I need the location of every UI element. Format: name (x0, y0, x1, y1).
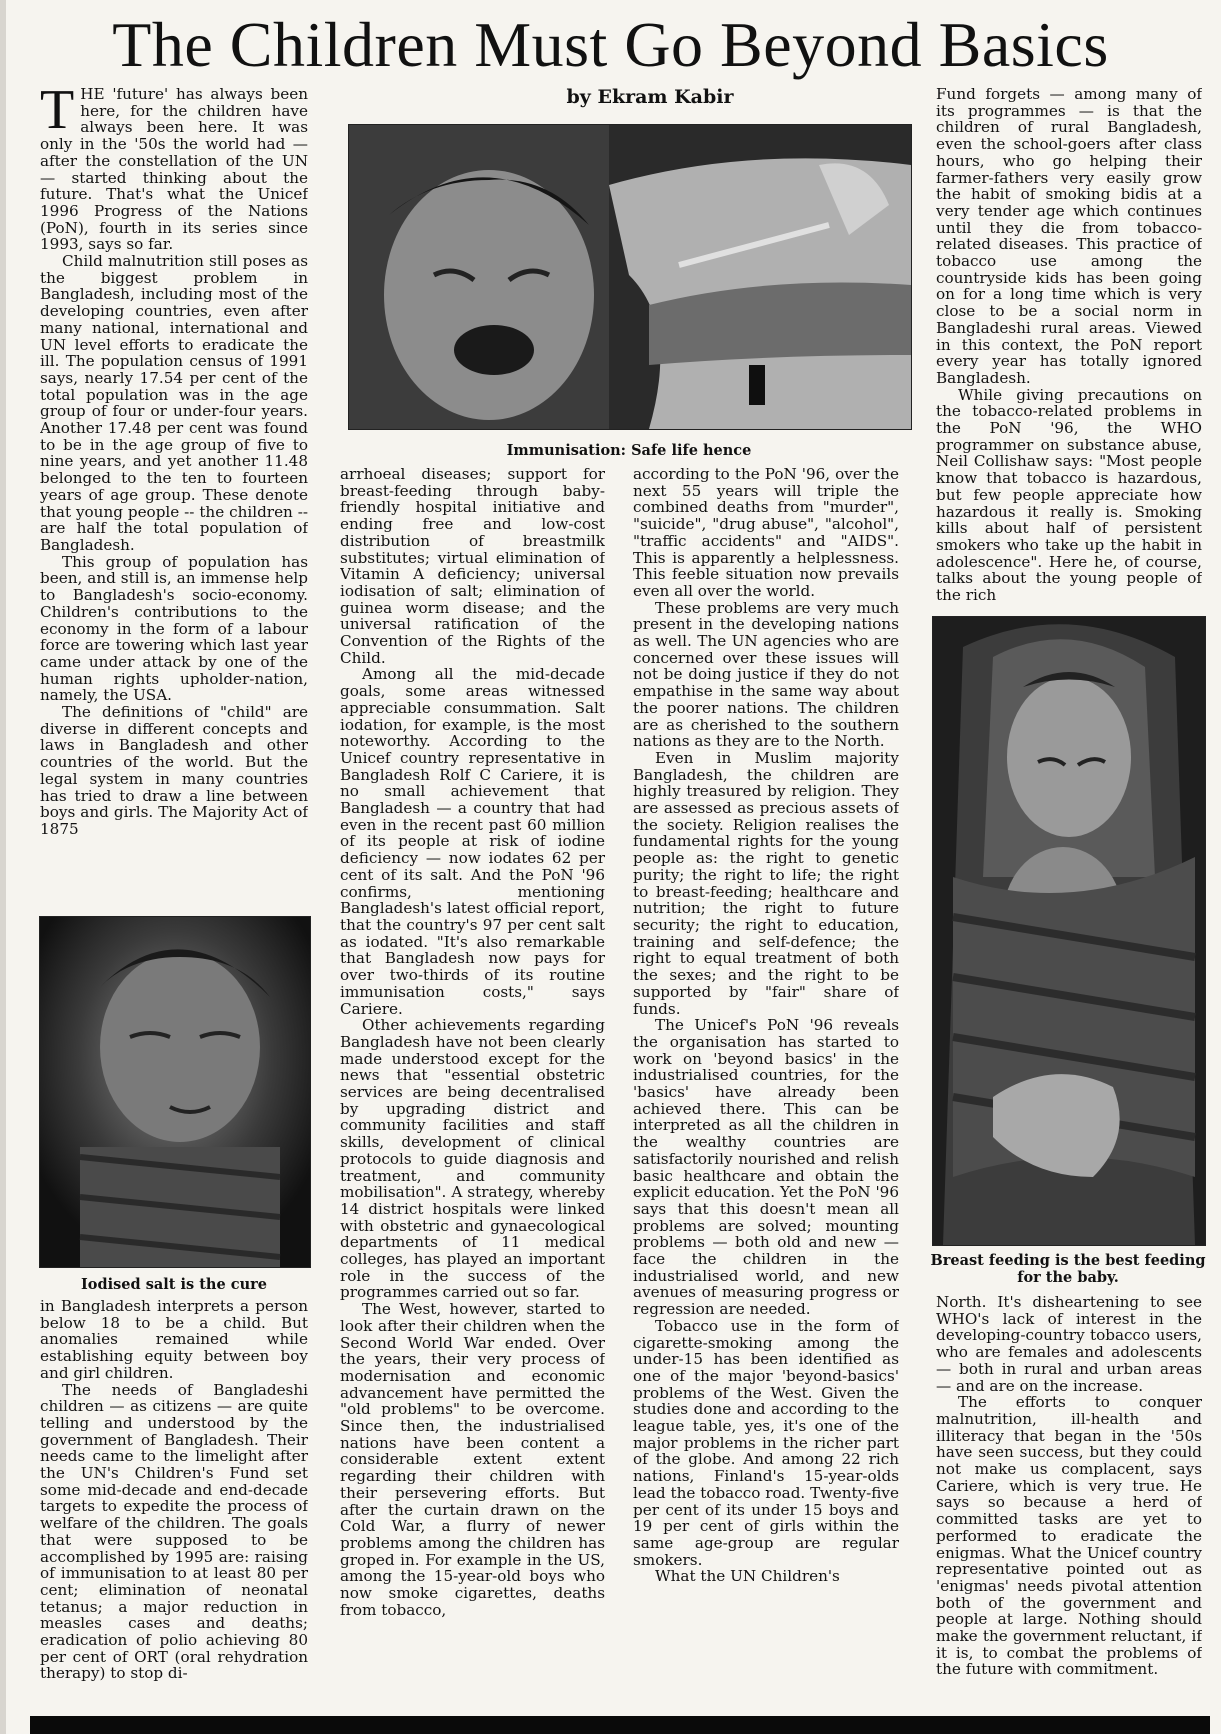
paragraph: Fund forgets — among many of its programmes — is that the children of rural Bangladesh, even the school-goers after class hours, who go helping their farmer-fathers very easily grow the habit of smoking bidis at a very tender age which continues until they die from tobacco-related diseases. This practice of tobacco use among the countryside kids has been going on for a long time which is very close to be a social norm in Bangladeshi rural areas. Viewed in this context, the PoN report every year has totally ignored Bangladesh. (936, 86, 1202, 387)
paragraph: in Bangladesh interprets a person below 18 to be a child. But anomalies remained while establishing equity between boy and girl children. (40, 1298, 308, 1382)
column-4-bottom (936, 1294, 1202, 1712)
photo-child-sleeping (39, 916, 311, 1268)
bottom-rule (30, 1716, 1210, 1734)
paragraph: These problems are very much present in the developing nations as well. The UN agencies who are concerned over these issues will not be doing justice if they do not empathise in the same way about the poorer nations. The children are as cherished to the southern nations as they are to the North. (633, 598, 899, 751)
paragraph: Tobacco use in the form of cigarette-smoking among the under-15 has been identified as one of the major 'beyond-basics' problems of the West. Given the studies done and according to the league table, yes, it's one of the major problems in the richer part of the globe. And among 22 rich nations, Finland's 15-year-olds lead the tobacco road. Twenty-five per cent of its under 15 boys and 19 per cent of girls within the same age-group are regular smokers. (633, 1316, 899, 1569)
column-1-bottom (40, 1298, 308, 1710)
page-edge-shadow (0, 0, 6, 1734)
paragraph: What the UN Children's (655, 1567, 840, 1586)
column-3 (633, 466, 899, 1716)
paragraph: arrhoeal diseases; support for breast-feeding through baby-friendly hospital initiative and ending free and low-cost distribution of breastmilk substitutes; virtual elimination of Vitamin A deficiency; universal iodisation of salt; elimination of guinea worm disease; and the universal ratification of the Convention of the Rights of the Child. (340, 466, 605, 667)
paragraph: The definitions of "child" are diverse in different concepts and laws in Bangladesh and other countries of the world. But the legal system in many countries has tried to draw a line between boys and girls. The Majority Act of 1875 (40, 703, 308, 838)
headline: The Children Must Go Beyond Basics (112, 9, 1109, 80)
paragraph: according to the PoN '96, over the next 55 years will triple the combined deaths from "murder", "suicide", "drug abuse", "alcohol", "traffic accidents" and "AIDS". This is apparently a helplessness. This feeble situation now prevails even all over the world. (633, 466, 899, 600)
caption-breast-feeding: Breast feeding is the best feeding for the baby. (930, 1252, 1206, 1286)
byline: by Ekram Kabir (566, 86, 734, 108)
paragraph: The efforts to conquer malnutrition, ill-health and illiteracy that began in the '50s have seen success, but they could not make us complacent, says Cariere, which is very true. He says so because a herd of committed tasks are yet to performed to eradicate the enigmas. What the Unicef country representative pointed out as 'enigmas' needs pivotal attention both of the government and people at large. Nothing should make the government reluctant, if it is, to combat the problems of the future with commitment. (936, 1393, 1202, 1679)
photo-child-sleeping-image (40, 917, 310, 1267)
photo-immunisation (348, 124, 912, 430)
photo-mother-and-baby (932, 616, 1206, 1246)
photo-mother-and-baby-image (933, 617, 1205, 1245)
paragraph: The Unicef's PoN '96 reveals the organisation has started to work on 'beyond basics' in the industrialised countries, for the 'basics' have already been achieved there. This can be interpreted as all the children in the wealthy countries are satisfactorily nourished and relish basic healthcare and obtain the explicit education. Yet the PoN '96 says that this doesn't mean all problems are solved; mounting problems — both old and new — face the children in the industrialised world, and new avenues of measuring progress or regression are needed. (633, 1016, 899, 1319)
paragraph: The needs of Bangladeshi children — as citizens — are quite telling and understood by the government of Bangladesh. Their needs came to the limelight after the UN's Children's Fund set some mid-decade and end-decade targets to expedite the process of welfare of the children. The goals that were supposed to be accomplished by 1995 are: raising of immunisation to at least 80 per cent; elimination of neonatal tetanus; a major reduction in measles cases and deaths; eradication of polio achieving 80 per cent of ORT (oral rehydration therapy) to stop di- (40, 1380, 308, 1683)
photo-immunisation-image (349, 125, 911, 429)
paragraph: The West, however, started to look after their children when the Second World War ended. Over the years, their very process of modernisation and economic advancement have permitted the "old problems" to be overcome. Since then, the industrialised nations have been content a considerable extent extent regarding their children with their persevering efforts. But after the curtain drawn on the Cold War, a flurry of newer problems among the children has groped in. For example in the US, among the 15-year-old boys who now smoke cigarettes, deaths from tobacco, (340, 1300, 605, 1619)
paragraph: This group of population has been, and still is, an immense help to Bangladesh's socio-economy. Children's contributions to the economy in the form of a labour force are towering which last year came under attack by one of the human rights upholder-nation, namely, the USA. (40, 552, 308, 705)
paragraph: Other achievements regarding Bangladesh have not been clearly made understood except for the news that "essential obstetric services are being decentralised by upgrading district and community facilities and staff skills, development of clinical protocols to guide diagnosis and treatment, and community mobilisation". A strategy, whereby 14 district hospitals were linked with obstetric and gynaecological departments of 11 medical colleges, has played an important role in the success of the programmes carried out so far. (340, 1016, 605, 1302)
column-2 (340, 466, 605, 1716)
column-1-top (40, 86, 308, 866)
paragraph: Child malnutrition still poses as the biggest problem in Bangladesh, including most of the developing countries, even after many national, international and UN level efforts to eradicate the ill. The population census of 1991 says, nearly 17.54 per cent of the total population was in the age group of four or under-four years. Another 17.48 per cent was found to be in the age group of five to nine years, and yet another 11.48 belonged to the ten to fourteen years of age group. These denote that young people -- the children -- are half the total population of Bangladesh. (40, 252, 308, 554)
caption-iodised-salt: Iodised salt is the cure (81, 1276, 267, 1293)
lead-paragraph: THE 'future' has always been here, for the children have always been here. It was only in the '50s the world had — after the constellation of the UN — started thinking about the future. That's what the Unicef 1996 Progress of the Nations (PoN), fourth in its series since 1993, says so far. (40, 86, 308, 254)
paragraph: Even in Muslim majority Bangladesh, the children are highly treasured by religion. They are assessed as precious assets of the society. Religion realises the fundamental rights for the young people as: the right to genetic purity; the right to life; the right to breast-feeding; healthcare and nutrition; the right to future security; the right to education, training and self-defence; the right to equal treatment of both the sexes; and the right to be supported by "fair" share of funds. (633, 748, 899, 1018)
drop-cap: T (40, 86, 75, 141)
caption-immunisation: Immunisation: Safe life hence (506, 442, 752, 459)
paragraph: North. It's disheartening to see WHO's lack of interest in the developing-country tobacco users, who are females and adolescents — both in rural and urban areas — and are on the increase. (936, 1294, 1202, 1395)
paragraph: While giving precautions on the tobacco-related problems in the PoN '96, the WHO programmer on substance abuse, Neil Collishaw says: "Most people know that tobacco is hazardous, but few people appreciate how hazardous it really is. Smoking kills about half of persistent smokers who take up the habit in adolescence". Here he, of course, talks about the young people of the rich (936, 385, 1202, 605)
column-4-top (936, 86, 1202, 606)
paragraph: Among all the mid-decade goals, some areas witnessed appreciable consummation. Salt iodation, for example, is the most noteworthy. According to the Unicef country representative in Bangladesh Rolf C Cariere, it is no small achievement that Bangladesh — a country that had even in the recent past 60 million of its people at risk of iodine deficiency — now iodates 62 per cent of its salt. And the PoN '96 confirms, mentioning Bangladesh's latest official report, that the country's 97 per cent salt as iodated. "It's also remarkable that Bangladesh now pays for over two-thirds of its routine immunisation costs," says Cariere. (340, 665, 605, 1018)
